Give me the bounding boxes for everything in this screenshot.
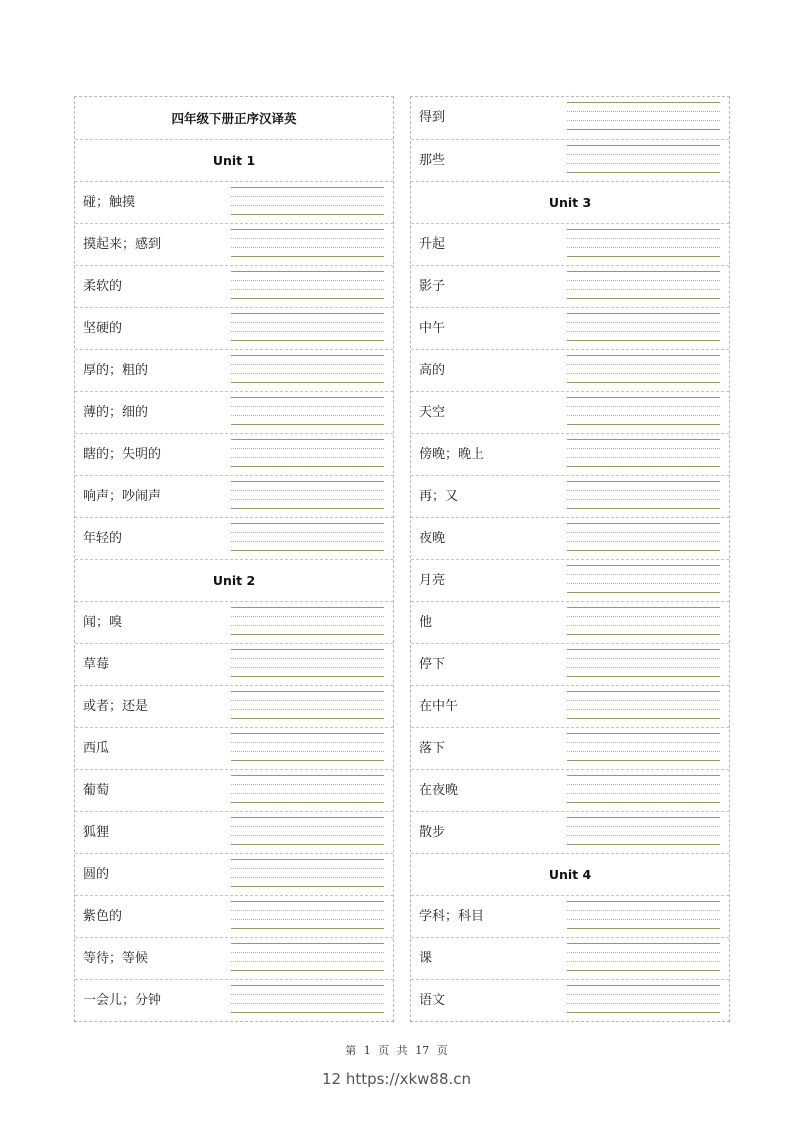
writing-line [231,364,384,365]
writing-line [231,289,384,290]
writing-line [231,760,384,761]
chinese-word: 坚硬的 [83,321,123,336]
writing-line [567,970,720,971]
vocab-row [411,223,729,265]
writing-line [231,490,384,491]
answer-writing-lines[interactable] [567,355,720,383]
page-number: 第 1 页 共 17 页 [345,1044,448,1057]
vocab-row [411,979,729,1021]
writing-line [567,793,720,794]
writing-line [567,145,720,146]
chinese-word: 天空 [419,405,446,420]
vocab-row [411,97,729,139]
watermark: 12 https://xkw88.cn [321,1070,472,1088]
writing-line [231,355,384,356]
chinese-word: 停下 [419,657,446,672]
writing-line [567,280,720,281]
writing-line [567,910,720,911]
writing-line [567,658,720,659]
writing-line [567,499,720,500]
chinese-word: 薄的；细的 [83,405,149,420]
vocab-table-right [410,96,730,1022]
writing-line [231,649,384,650]
chinese-word: 那些 [419,153,446,168]
writing-line [567,508,720,509]
writing-line [231,532,384,533]
writing-line [231,859,384,860]
writing-line [231,424,384,425]
chinese-word: 再；又 [419,489,459,504]
vocab-row [75,643,393,685]
chinese-word: 语文 [419,993,446,1008]
writing-line [231,382,384,383]
vocab-row [75,769,393,811]
writing-line [567,565,720,566]
writing-line [231,970,384,971]
chinese-word: 升起 [419,237,446,252]
vocab-row [75,391,393,433]
writing-line [231,271,384,272]
writing-line [231,667,384,668]
writing-line [231,826,384,827]
writing-line [567,289,720,290]
writing-line [231,784,384,785]
writing-line [567,229,720,230]
chinese-word: 草莓 [83,657,110,672]
writing-line [231,952,384,953]
chinese-word: 散步 [419,825,446,840]
writing-line [567,256,720,257]
writing-line [231,886,384,887]
writing-line [231,508,384,509]
writing-line [567,961,720,962]
writing-line [567,1003,720,1004]
writing-line [567,271,720,272]
writing-line [567,322,720,323]
writing-line [567,331,720,332]
writing-line [567,733,720,734]
vocab-row [411,559,729,601]
writing-line [567,919,720,920]
chinese-word: 或者；还是 [83,699,149,714]
answer-writing-lines[interactable] [567,229,720,257]
writing-line [231,340,384,341]
answer-writing-lines[interactable] [567,565,720,593]
writing-line [231,607,384,608]
writing-line [567,382,720,383]
writing-line [231,229,384,230]
chinese-word: 狐狸 [83,825,110,840]
vocab-row [411,517,729,559]
writing-line [231,625,384,626]
writing-line [567,817,720,818]
writing-line [567,550,720,551]
answer-writing-lines[interactable] [567,523,720,551]
writing-line [231,634,384,635]
writing-line [231,187,384,188]
writing-line [567,340,720,341]
answer-writing-lines[interactable] [567,439,720,467]
writing-line [567,718,720,719]
writing-line [567,364,720,365]
writing-line [231,247,384,248]
answer-writing-lines[interactable] [567,271,720,299]
writing-line [567,700,720,701]
writing-line [231,709,384,710]
vocab-row [411,895,729,937]
vocab-row [75,349,393,391]
chinese-word: 学科；科目 [419,909,485,924]
writing-line [567,466,720,467]
writing-line [567,238,720,239]
chinese-word: 月亮 [419,573,446,588]
writing-line [231,985,384,986]
chinese-word: 课 [419,951,433,966]
writing-line [231,691,384,692]
vocab-row [411,475,729,517]
writing-line [231,775,384,776]
vocab-row [75,475,393,517]
writing-line [567,901,720,902]
chinese-word: 在夜晚 [419,783,459,798]
writing-line [231,466,384,467]
vocab-row [411,601,729,643]
writing-line [567,742,720,743]
writing-line [567,111,720,112]
writing-line [567,247,720,248]
answer-writing-lines[interactable] [567,817,720,845]
writing-line [567,826,720,827]
writing-line [231,280,384,281]
vocab-row [75,727,393,769]
writing-line [567,709,720,710]
writing-line [231,238,384,239]
vocab-row [75,601,393,643]
writing-line [231,439,384,440]
writing-line [567,649,720,650]
chinese-word: 傍晚；晚上 [419,447,485,462]
unit-heading: Unit 4 [411,853,729,895]
chinese-word: 柔软的 [83,279,123,294]
chinese-word: 闻；嗅 [83,615,123,630]
writing-line [231,718,384,719]
answer-writing-lines[interactable] [231,523,384,551]
writing-line [231,700,384,701]
writing-line [231,313,384,314]
chinese-word: 中午 [419,321,446,336]
vocab-row [411,643,729,685]
writing-line [231,817,384,818]
unit-heading: Unit 3 [411,181,729,223]
chinese-word: 高的 [419,363,446,378]
vocab-row [75,181,393,223]
writing-line [231,373,384,374]
chinese-word: 摸起来；感到 [83,237,162,252]
chinese-word: 落下 [419,741,446,756]
chinese-word: 年轻的 [83,531,123,546]
chinese-word: 碰；触摸 [83,195,136,210]
unit-heading: Unit 1 [75,139,393,181]
writing-line [567,592,720,593]
writing-line [567,928,720,929]
answer-writing-lines[interactable] [231,649,384,677]
writing-line [567,784,720,785]
writing-line [567,952,720,953]
vocab-table-left [74,96,394,1022]
vocab-row [411,937,729,979]
writing-line [231,448,384,449]
writing-line [231,793,384,794]
writing-line [567,691,720,692]
answer-writing-lines[interactable] [231,271,384,299]
writing-line [567,397,720,398]
vocab-row [75,223,393,265]
writing-line [231,1012,384,1013]
vocab-row [75,937,393,979]
writing-line [231,1003,384,1004]
writing-line [567,844,720,845]
answer-writing-lines[interactable] [231,985,384,1013]
writing-line [567,751,720,752]
chinese-word: 西瓜 [83,741,110,756]
writing-line [567,625,720,626]
writing-line [567,373,720,374]
chinese-word: 瞎的；失明的 [83,447,162,462]
chinese-word: 圆的 [83,867,110,882]
table-title: 四年级下册正序汉译英 [171,111,297,126]
writing-line [231,616,384,617]
vocab-row [75,979,393,1021]
answer-writing-lines[interactable] [567,649,720,677]
answer-writing-lines[interactable] [567,691,720,719]
writing-line [567,415,720,416]
writing-line [231,499,384,500]
answer-writing-lines[interactable] [567,901,720,929]
writing-line [231,802,384,803]
writing-line [567,574,720,575]
writing-line [231,742,384,743]
writing-line [567,607,720,608]
answer-writing-lines[interactable] [231,607,384,635]
chinese-word: 厚的；粗的 [83,363,149,378]
vocab-row [411,349,729,391]
writing-line [231,961,384,962]
writing-line [567,835,720,836]
writing-line [567,676,720,677]
writing-line [567,667,720,668]
writing-line [567,406,720,407]
writing-line [567,943,720,944]
writing-line [231,214,384,215]
answer-writing-lines[interactable] [231,817,384,845]
answer-writing-lines[interactable] [231,775,384,803]
vocab-row [75,307,393,349]
answer-writing-lines[interactable] [567,607,720,635]
answer-writing-lines[interactable] [231,691,384,719]
writing-line [567,532,720,533]
vocab-row [411,727,729,769]
writing-line [567,760,720,761]
writing-line [231,457,384,458]
writing-line [231,877,384,878]
vocab-row [75,811,393,853]
answer-writing-lines[interactable] [231,229,384,257]
chinese-word: 葡萄 [83,783,110,798]
answer-writing-lines[interactable] [231,397,384,425]
writing-line [231,256,384,257]
writing-line [231,919,384,920]
writing-line [567,523,720,524]
answer-writing-lines[interactable] [567,102,720,130]
writing-line [567,481,720,482]
writing-line [231,298,384,299]
writing-line [231,397,384,398]
writing-line [567,424,720,425]
writing-line [567,172,720,173]
writing-line [231,205,384,206]
answer-writing-lines[interactable] [567,733,720,761]
answer-writing-lines[interactable] [567,943,720,971]
writing-line [231,196,384,197]
writing-line [231,550,384,551]
writing-line [231,415,384,416]
writing-line [567,154,720,155]
writing-line [567,163,720,164]
answer-writing-lines[interactable] [567,481,720,509]
vocab-row [411,391,729,433]
answer-writing-lines[interactable] [231,859,384,887]
writing-line [231,943,384,944]
writing-line [231,406,384,407]
writing-line [567,120,720,121]
writing-line [567,616,720,617]
chinese-word: 影子 [419,279,446,294]
chinese-word: 他 [419,615,433,630]
writing-line [567,298,720,299]
writing-line [231,910,384,911]
vocab-row [411,139,729,181]
vocab-row [411,811,729,853]
writing-line [567,541,720,542]
writing-line [231,994,384,995]
vocab-row [411,769,729,811]
vocab-row [75,265,393,307]
answer-writing-lines[interactable] [231,187,384,215]
writing-line [567,634,720,635]
writing-line [567,994,720,995]
writing-line [231,541,384,542]
writing-line [231,331,384,332]
chinese-word: 在中午 [419,699,459,714]
chinese-word: 得到 [419,110,446,125]
writing-line [567,775,720,776]
answer-writing-lines[interactable] [567,775,720,803]
unit-heading: Unit 2 [75,559,393,601]
answer-writing-lines[interactable] [231,313,384,341]
answer-writing-lines[interactable] [231,481,384,509]
writing-line [231,844,384,845]
writing-line [567,985,720,986]
chinese-word: 一会儿；分钟 [83,993,162,1008]
vocab-row [411,265,729,307]
chinese-word: 夜晚 [419,531,446,546]
writing-line [567,490,720,491]
writing-line [567,102,720,103]
writing-line [567,583,720,584]
answer-writing-lines[interactable] [567,145,720,173]
chinese-word: 紫色的 [83,909,123,924]
writing-line [567,448,720,449]
writing-line [567,313,720,314]
answer-writing-lines[interactable] [231,439,384,467]
answer-writing-lines[interactable] [231,943,384,971]
vocab-row [75,685,393,727]
writing-line [231,523,384,524]
answer-writing-lines[interactable] [567,313,720,341]
vocab-row [75,895,393,937]
writing-line [567,457,720,458]
writing-line [567,355,720,356]
writing-line [231,868,384,869]
vocab-row [75,517,393,559]
chinese-word: 响声；吵闹声 [83,489,162,504]
vocab-row [411,685,729,727]
writing-line [231,676,384,677]
writing-line [231,835,384,836]
writing-line [567,1012,720,1013]
writing-line [231,928,384,929]
answer-writing-lines[interactable] [231,733,384,761]
writing-line [567,439,720,440]
writing-line [231,322,384,323]
vocab-row [411,433,729,475]
chinese-word: 等待；等候 [83,951,149,966]
answer-writing-lines[interactable] [567,985,720,1013]
writing-line [231,658,384,659]
writing-line [231,481,384,482]
vocab-row [75,433,393,475]
answer-writing-lines[interactable] [231,355,384,383]
answer-writing-lines[interactable] [231,901,384,929]
vocab-row [411,307,729,349]
writing-line [231,733,384,734]
writing-line [567,802,720,803]
writing-line [231,901,384,902]
writing-line [567,129,720,130]
writing-line [231,751,384,752]
vocab-row [75,853,393,895]
answer-writing-lines[interactable] [567,397,720,425]
